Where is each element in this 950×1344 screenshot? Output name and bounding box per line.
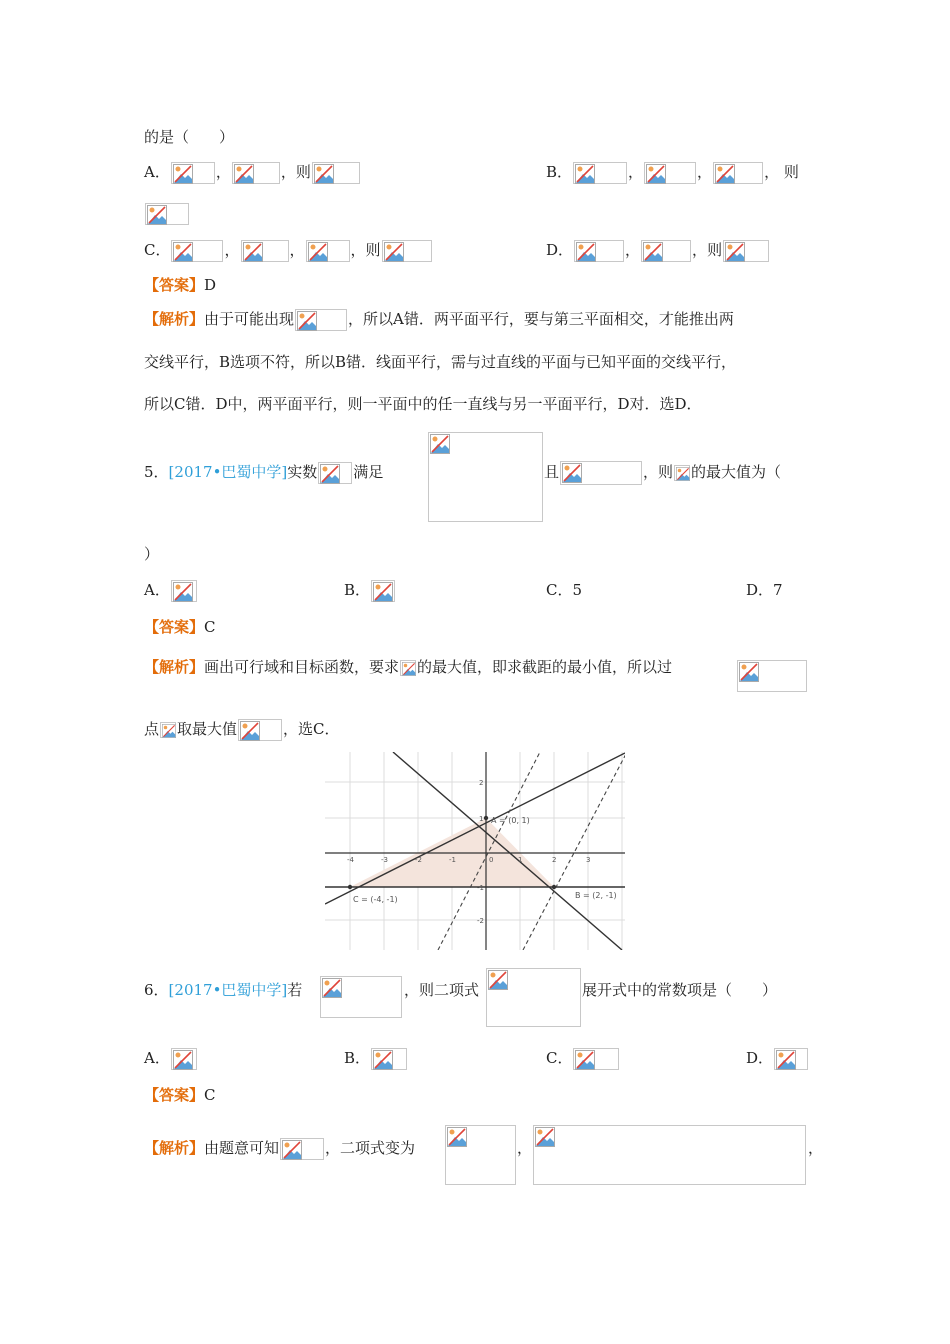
broken-image-icon (643, 242, 663, 262)
broken-image-icon (576, 242, 596, 262)
broken-image-icon (562, 463, 582, 483)
svg-text:-1: -1 (449, 856, 456, 864)
broken-image-icon (173, 242, 193, 262)
broken-image-icon (447, 1127, 467, 1147)
formula-image (306, 240, 350, 262)
broken-image-icon (297, 311, 317, 331)
broken-image-icon (676, 467, 690, 481)
q6-answer: 【答案】C (144, 1086, 216, 1104)
broken-image-icon (776, 1050, 796, 1070)
svg-text:-2: -2 (477, 917, 484, 925)
q5-option-a[interactable]: A． (144, 577, 198, 603)
broken-image-icon (646, 164, 666, 184)
formula-image (145, 203, 189, 225)
formula-image (320, 976, 402, 1018)
q4-analysis-line3: 所以C错．D中，两平面平行，则一平面中的任一直线与另一平面平行，D对．选D． (144, 395, 702, 413)
formula-image (674, 465, 690, 481)
svg-text:-3: -3 (381, 856, 388, 864)
formula-image (774, 1048, 808, 1070)
formula-image (486, 968, 581, 1027)
formula-image (238, 719, 282, 741)
broken-image-icon (575, 1050, 595, 1070)
constraint-system-image (428, 432, 543, 522)
svg-text:2: 2 (479, 779, 484, 787)
svg-text:-1: -1 (477, 884, 484, 892)
formula-image (574, 240, 624, 262)
broken-image-icon (240, 721, 260, 741)
broken-image-icon (402, 662, 416, 676)
q4-answer: 【答案】D (144, 276, 217, 294)
broken-image-icon (725, 242, 745, 262)
q5-analysis-line2: 点 取最大值 ，选C． (144, 716, 340, 742)
formula-image (295, 309, 347, 331)
q6-analysis-comma2: ， (808, 1139, 824, 1157)
q6-analysis-line1: 【解析】由题意可知 ，二项式变为 (144, 1135, 415, 1161)
q4-option-d[interactable]: D． ， ，则 (546, 237, 770, 263)
formula-image (232, 162, 280, 184)
formula-image (560, 461, 642, 485)
formula-image (400, 660, 416, 676)
feasible-region-graph (325, 752, 625, 950)
broken-image-icon (147, 205, 167, 225)
q6-option-a[interactable]: A． (144, 1045, 198, 1071)
broken-image-icon (535, 1127, 555, 1147)
svg-text:2: 2 (552, 856, 557, 864)
broken-image-icon (173, 582, 193, 602)
q5-answer: 【答案】C (144, 618, 216, 636)
formula-image (171, 580, 197, 602)
q4-stem-tail: 的是（ ） (144, 128, 235, 146)
label-c: C = (-4, -1) (353, 895, 398, 904)
formula-image (371, 1048, 407, 1070)
formula-image (737, 660, 807, 692)
graph-svg (325, 752, 625, 950)
formula-image (445, 1125, 516, 1185)
q6-option-b[interactable]: B． (344, 1045, 408, 1071)
q5-option-b[interactable]: B． (344, 577, 396, 603)
broken-image-icon (322, 978, 342, 998)
q5-stem-start: 5．[2017•巴蜀中学]实数 满足 (144, 459, 383, 485)
formula-image (573, 162, 627, 184)
q6-stem-mid: ，则二项式 (404, 981, 480, 999)
broken-image-icon (173, 164, 193, 184)
formula-image (160, 722, 176, 738)
q6-option-c[interactable]: C． (546, 1045, 620, 1071)
q6-analysis-comma1: ， (517, 1139, 533, 1157)
broken-image-icon (173, 1050, 193, 1070)
q5-option-c[interactable]: C．5 (546, 581, 583, 599)
broken-image-icon (162, 724, 176, 738)
broken-image-icon (373, 1050, 393, 1070)
formula-image (318, 462, 352, 484)
broken-image-icon (234, 164, 254, 184)
formula-image (533, 1125, 806, 1185)
q5-analysis-line1: 【解析】画出可行域和目标函数，要求 的最大值，即求截距的最小值，所以过 (144, 658, 673, 676)
broken-image-icon (243, 242, 263, 262)
formula-image (171, 1048, 197, 1070)
label-a: A = (0, 1) (491, 816, 530, 825)
formula-image (713, 162, 763, 184)
formula-image (171, 162, 215, 184)
svg-text:-4: -4 (347, 856, 354, 864)
svg-text:1: 1 (518, 856, 523, 864)
broken-image-icon (488, 970, 508, 990)
broken-image-icon (715, 164, 735, 184)
q4-option-a[interactable]: A． ， ，则 (144, 159, 361, 185)
svg-text:-2: -2 (415, 856, 422, 864)
formula-image (280, 1138, 324, 1160)
broken-image-icon (308, 242, 328, 262)
broken-image-icon (373, 582, 393, 602)
formula-image (382, 240, 432, 262)
formula-image (312, 162, 360, 184)
q6-stem-start: 6．[2017•巴蜀中学]若 (144, 981, 303, 999)
q5-stem-close: ） (144, 545, 160, 563)
broken-image-icon (320, 464, 340, 484)
q6-stem-end: 展开式中的常数项是（ ） (582, 981, 778, 999)
broken-image-icon (384, 242, 404, 262)
label-b: B = (2, -1) (575, 891, 617, 900)
broken-image-icon (430, 434, 450, 454)
broken-image-icon (739, 662, 759, 682)
formula-image (573, 1048, 619, 1070)
formula-image (171, 240, 223, 262)
q5-stem-end: 且 ，则 的最大值为（ (544, 459, 781, 485)
broken-image-icon (314, 164, 334, 184)
broken-image-icon (575, 164, 595, 184)
broken-image-icon (282, 1140, 302, 1160)
formula-image (641, 240, 691, 262)
q4-analysis-line2: 交线平行，B选项不符，所以B错．线面平行，需与过直线的平面与已知平面的交线平行， (144, 353, 737, 371)
q4-analysis-line1: 【解析】由于可能出现 ，所以A错．两平面平行，要与第三平面相交，才能推出两 (144, 306, 734, 332)
q4-option-b[interactable]: B． ， ， ， 则 (546, 159, 799, 185)
formula-image (241, 240, 289, 262)
q4-option-c[interactable]: C． ， ， ，则 (144, 237, 433, 263)
svg-text:3: 3 (586, 856, 591, 864)
q6-option-d[interactable]: D． (746, 1045, 809, 1071)
q5-option-d[interactable]: D．7 (746, 581, 783, 599)
q4-option-b-cont (144, 200, 190, 226)
formula-image (371, 580, 395, 602)
formula-image (723, 240, 769, 262)
svg-text:0: 0 (489, 856, 494, 864)
svg-text:1: 1 (479, 815, 484, 823)
formula-image (644, 162, 696, 184)
